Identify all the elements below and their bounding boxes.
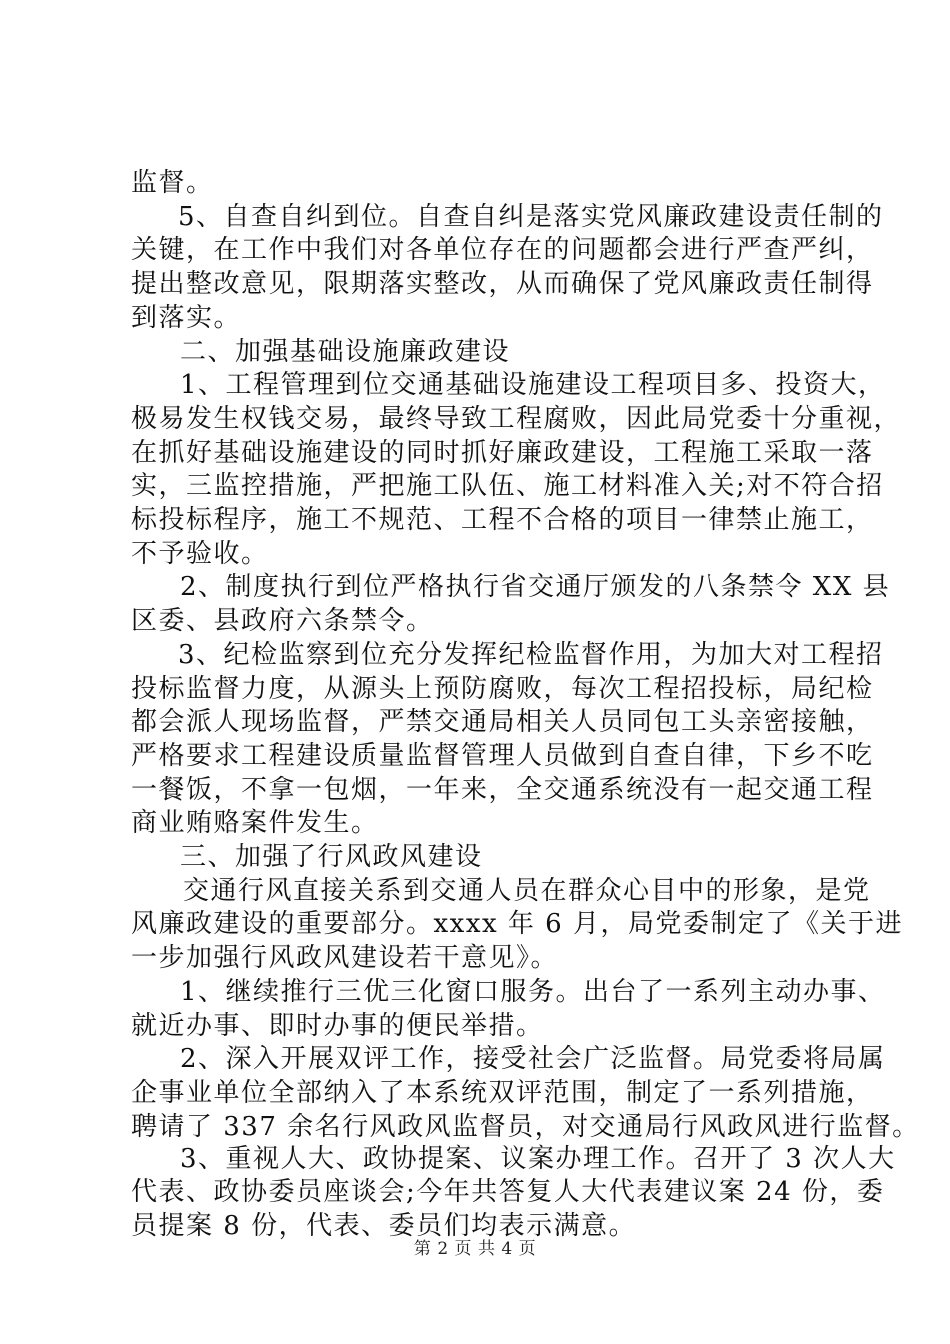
- text-line: 严格要求工程建设质量监督管理人员做到自查自律，下乡不吃: [131, 741, 874, 771]
- text-line: 不予验收。: [131, 539, 269, 569]
- text-line: 代表、政协委员座谈会;今年共答复人大代表建议案 24 份，委: [131, 1177, 885, 1207]
- text-line: 交通行风直接关系到交通人员在群众心目中的形象，是党: [183, 876, 871, 906]
- text-line: 一步加强行风政风建设若干意见》。: [131, 943, 559, 973]
- text-line: 商业贿赂案件发生。: [131, 808, 379, 838]
- text-line: 投标监督力度，从源头上预防腐败，每次工程招投标，局纪检: [131, 674, 874, 704]
- text-line: 一餐饭，不拿一包烟，一年来，全交通系统没有一起交通工程: [131, 775, 874, 805]
- text-line: 实，三监控措施，严把施工队伍、施工材料准入关;对不符合招: [131, 471, 884, 501]
- page-footer: 第 2 页 共 4 页: [413, 1239, 537, 1259]
- text-line: 员提案 8 份，代表、委员们均表示满意。: [131, 1211, 637, 1241]
- text-line: 2、制度执行到位严格执行省交通厅颁发的八条禁令 XX 县: [180, 572, 891, 602]
- text-line: 关键，在工作中我们对各单位存在的问题都会进行严查严纠，: [131, 235, 874, 265]
- text-line: 风廉政建设的重要部分。xxxx 年 6 月，局党委制定了《关于进: [131, 909, 903, 939]
- text-line: 2、深入开展双评工作，接受社会广泛监督。局党委将局属: [180, 1044, 886, 1074]
- text-line: 1、继续推行三优三化窗口服务。出台了一系列主动办事、: [180, 977, 886, 1007]
- text-line: 就近办事、即时办事的便民举措。: [131, 1011, 544, 1041]
- text-line: 提出整改意见，限期落实整改，从而确保了党风廉政责任制得: [131, 269, 874, 299]
- text-line: 极易发生权钱交易，最终导致工程腐败，因此局党委十分重视，: [131, 404, 902, 434]
- text-line: 到落实。: [131, 303, 242, 333]
- text-line: 监督。: [131, 168, 214, 198]
- text-line: 3、纪检监察到位充分发挥纪检监督作用，为加大对工程招: [178, 640, 884, 670]
- text-line: 5、自查自纠到位。自查自纠是落实党风廉政建设责任制的: [178, 202, 884, 232]
- text-line: 区委、县政府六条禁令。: [131, 606, 434, 636]
- text-line: 3、重视人大、政协提案、议案办理工作。召开了 3 次人大: [180, 1144, 896, 1174]
- text-line: 1、工程管理到位交通基础设施建设工程项目多、投资大，: [180, 370, 886, 400]
- text-line: 聘请了 337 余名行风政风监督员，对交通局行风政风进行监督。: [131, 1112, 920, 1142]
- text-line: 企事业单位全部纳入了本系统双评范围，制定了一系列措施，: [131, 1078, 874, 1108]
- section-heading: 三、加强了行风政风建设: [180, 842, 483, 872]
- text-line: 标投标程序，施工不规范、工程不合格的项目一律禁止施工，: [131, 505, 874, 535]
- section-heading: 二、加强基础设施廉政建设: [180, 337, 511, 367]
- text-line: 在抓好基础设施建设的同时抓好廉政建设，工程施工采取一落: [131, 438, 874, 468]
- text-line: 都会派人现场监督，严禁交通局相关人员同包工头亲密接触，: [131, 707, 874, 737]
